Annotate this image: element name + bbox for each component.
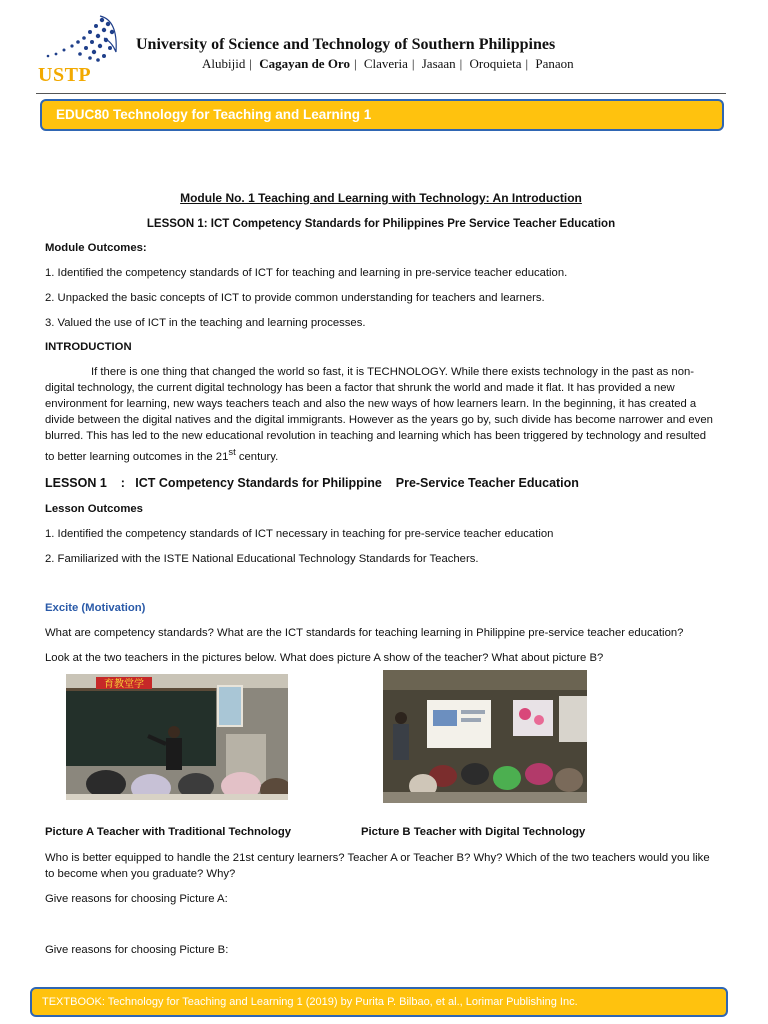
university-name: University of Science and Technology of Southern Philippines [136, 36, 556, 53]
picture-a-traditional-classroom [66, 674, 288, 800]
reason-picture-a: Give reasons for choosing Picture A: [45, 892, 228, 905]
module-title: Module No. 1 Teaching and Learning with Technology: An Introduction [180, 191, 582, 205]
excite-heading: Excite (Motivation) [45, 601, 146, 614]
campus-claveria: Claveria [363, 56, 408, 71]
campus-list: Alubijid | Cagayan de Oro | Claveria | Jasaan | Oroquieta | Panaon [202, 56, 574, 71]
header-divider [36, 93, 726, 94]
module-content [45, 186, 717, 958]
campus-alubijid: Alubijid [202, 56, 246, 71]
textbook-footer-banner: TEXTBOOK: Technology for Teaching and Learning 1 (2019) by Purita P. Bilbao, et al., Lorimar Publishing Inc. [30, 987, 728, 1017]
introduction-heading: INTRODUCTION [45, 341, 132, 353]
lesson-outcome-2: 2. Familiarized with the ISTE National Educational Technology Standards for Teachers. [45, 552, 479, 565]
excite-question-2: Look at the two teachers in the pictures below. What does picture A show of the teacher? What about picture B? [45, 651, 604, 664]
campus-panaon: Panaon [535, 56, 574, 71]
intro-text-end: century. [235, 450, 279, 463]
introduction-paragraph [45, 364, 717, 465]
lesson-outcomes-heading: Lesson Outcomes [45, 502, 143, 515]
reason-picture-b: Give reasons for choosing Picture B: [45, 943, 229, 956]
picture-a-caption: Picture A Teacher with Traditional Technology [45, 825, 292, 838]
picture-captions [45, 824, 717, 842]
picture-b-digital-classroom [383, 670, 587, 803]
excite-question-1: What are competency standards? What are the ICT standards for teaching learning in Philippine pre-service teacher education? [45, 626, 684, 639]
intro-text: If there is one thing that changed the world so fast, it is TECHNOLOGY. While there exists technology in the past as non-digital technology, the current digital technology has been a factor that shrunk the world and made it flat. It has provided a new environment for learning, new ways teachers teach and also the new ways of how learners learn. In the beginning, it has created a divide between the digital natives and the digital immigrants. However as the years go by, such divide has become narrower and even blurred. This has led to the new educational revolution in teaching and learning which has been triggered by technology and resulted to better learning outcomes in the 21 [45, 366, 713, 463]
question-21st-century: Who is better equipped to handle the 21st century learners? Teacher A or Teacher B? Why? Which of the two teachers would you like to become when you graduate? Why? [45, 851, 710, 880]
logo-text: USTP [38, 64, 92, 86]
picture-b-caption: Picture B Teacher with Digital Technology [361, 825, 586, 838]
lesson-heading: LESSON 1 : ICT Competency Standards for Philippine Pre-Service Teacher Education [45, 475, 579, 490]
module-outcome-2: 2. Unpacked the basic concepts of ICT to provide common understanding for teachers and learners. [45, 292, 545, 304]
intro-superscript: st [228, 446, 236, 457]
lesson-outcome-1: 1. Identified the competency standards of ICT necessary in teaching for pre-service teacher education [45, 527, 554, 540]
campus-oroquieta: Oroquieta [469, 56, 522, 71]
lesson-title: LESSON 1: ICT Competency Standards for Philippines Pre Service Teacher Education [146, 218, 616, 230]
module-outcome-1: 1. Identified the competency standards of ICT for teaching and learning in pre-service teacher education. [45, 267, 568, 279]
campus-cagayan-de-oro: Cagayan de Oro [259, 56, 350, 71]
board-sign-text: 育教堂学 [104, 678, 144, 690]
course-title-banner: EDUC80 Technology for Teaching and Learning 1 [40, 99, 724, 131]
page-header [30, 12, 730, 94]
module-outcome-3: 3. Valued the use of ICT in the teaching and learning processes. [45, 317, 366, 329]
campus-jasaan: Jasaan [421, 56, 456, 71]
module-outcomes-heading: Module Outcomes: [45, 242, 147, 254]
pictures-row [45, 674, 717, 824]
